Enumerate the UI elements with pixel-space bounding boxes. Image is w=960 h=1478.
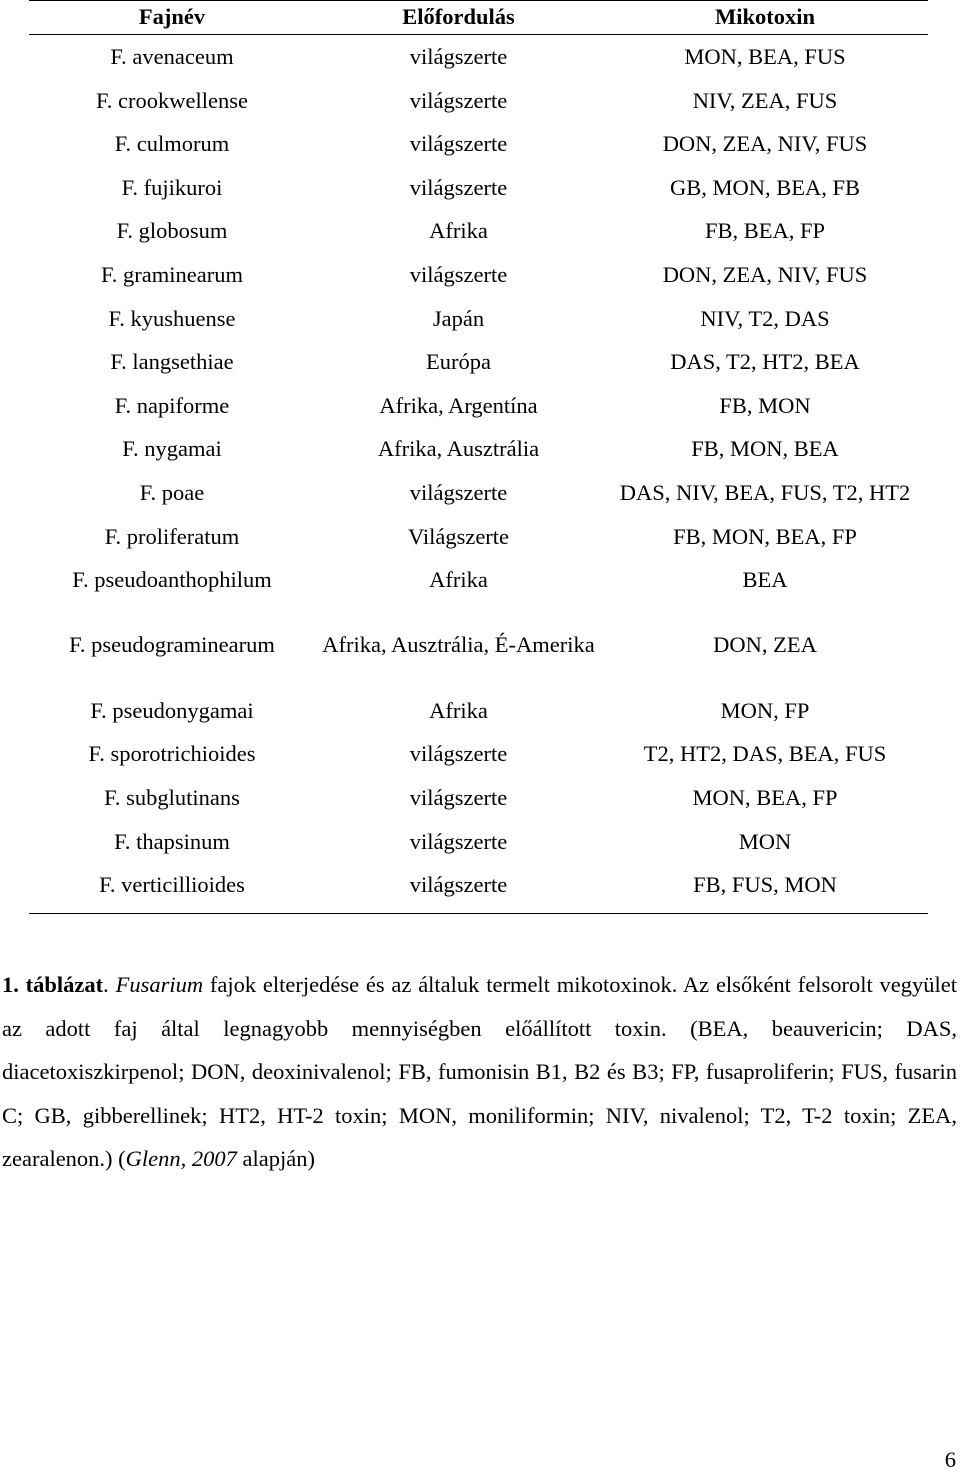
table-row	[29, 384, 928, 428]
species-cell: F. nygamai	[122, 436, 222, 462]
mycotoxin-cell: DAS, NIV, BEA, FUS, T2, HT2	[619, 479, 911, 505]
mycotoxin-cell: FB, MON	[719, 392, 811, 418]
occurrence-cell: világszerte	[409, 261, 508, 287]
occurrence-cell: Világszerte	[407, 523, 510, 549]
table-row	[29, 689, 928, 733]
species-cell: F. napiforme	[114, 392, 230, 418]
table-row	[29, 79, 928, 123]
mycotoxin-cell: NIV, T2, DAS	[700, 305, 830, 331]
occurrence-cell: világszerte	[409, 828, 508, 854]
species-cell: F. sporotrichioides	[88, 741, 256, 767]
caption-text: fajok elterjedése és az általuk termelt mikotoxinok. Az elsőként felsorolt vegyület az adott faj által legnagyobb mennyiségben előállított toxin. (BEA, beauvericin; DAS, diacetoxiszkirpenol; DON, deoxinivalenol; FB, fumonisin B1, B2 és B3; FP, fusaproliferin; FUS, fusarin C; GB, gibberellinek; HT2, HT-2 toxin; MON, moniliformin; NIV, nivalenol; T2, T-2 toxin; ZEA, zearalenon.) (	[2, 972, 957, 1172]
mycotoxin-cell: BEA	[742, 567, 788, 593]
table-row	[29, 166, 928, 210]
mycotoxin-cell: DON, ZEA, NIV, FUS	[662, 131, 868, 157]
table-row	[29, 427, 928, 471]
mycotoxin-cell: MON, BEA, FUS	[684, 44, 846, 69]
occurrence-cell: világszerte	[409, 87, 508, 113]
species-cell: F. crookwellense	[96, 87, 248, 113]
table-row	[29, 35, 928, 79]
table-row	[29, 776, 928, 820]
occurrence-cell: Afrika, Argentína	[379, 392, 538, 418]
mycotoxin-cell: DAS, T2, HT2, BEA	[670, 349, 860, 375]
occurrence-cell: Japán	[432, 305, 485, 331]
table-row	[29, 515, 928, 559]
page-number: 6	[944, 1447, 956, 1472]
species-cell: F. pseudoanthophilum	[72, 567, 272, 593]
mycotoxin-cell: GB, MON, BEA, FB	[669, 174, 861, 200]
species-cell: F. fujikuroi	[121, 174, 223, 200]
table-row	[29, 820, 928, 864]
occurrence-cell: világszerte	[409, 479, 508, 505]
mycotoxin-cell: FB, MON, BEA, FP	[673, 523, 857, 549]
species-cell: F. pseudograminearum	[69, 632, 275, 658]
table-row	[29, 558, 928, 602]
occurrence-cell: Afrika	[429, 567, 488, 593]
header-occurrence: Előfordulás	[315, 1, 602, 35]
header-species: Fajnév	[29, 1, 315, 35]
occurrence-cell: világszerte	[409, 44, 508, 69]
table-row	[29, 732, 928, 776]
table-row	[29, 122, 928, 166]
caption-genus: Fusarium	[115, 972, 204, 997]
caption-citation: Glenn, 2007	[125, 1146, 237, 1172]
species-cell: F. proliferatum	[104, 523, 240, 549]
species-cell: F. subglutinans	[104, 784, 240, 810]
occurrence-cell: Európa	[426, 349, 491, 375]
table-row	[29, 471, 928, 515]
occurrence-cell: világszerte	[409, 174, 508, 200]
caption-label: 1. táblázat	[2, 972, 104, 997]
species-cell: F. culmorum	[114, 131, 230, 157]
table-row	[29, 297, 928, 341]
occurrence-cell: világszerte	[409, 131, 508, 157]
fusarium-mycotoxin-table	[29, 0, 928, 914]
species-cell: F. poae	[139, 479, 205, 505]
table-row	[29, 602, 928, 689]
species-cell: F. graminearum	[101, 261, 243, 287]
mycotoxin-cell: DON, ZEA	[713, 632, 817, 658]
mycotoxin-cell: MON	[738, 828, 792, 854]
species-cell: F. avenaceum	[110, 44, 234, 69]
occurrence-cell: Afrika, Ausztrália, É-Amerika	[322, 632, 595, 658]
mycotoxin-cell: FB, FUS, MON	[602, 863, 928, 914]
occurrence-cell: Afrika	[429, 697, 488, 723]
species-cell: F. globosum	[116, 218, 228, 244]
occurrence-cell: világszerte	[409, 741, 508, 767]
occurrence-cell: világszerte	[409, 784, 508, 810]
mycotoxin-cell: FB, BEA, FP	[704, 218, 826, 244]
header-mycotoxin: Mikotoxin	[602, 1, 928, 35]
table-row	[29, 340, 928, 384]
table-header-row	[29, 1, 928, 35]
caption-text-end: alapján)	[236, 1146, 316, 1172]
mycotoxin-cell: MON, BEA, FP	[692, 784, 838, 810]
occurrence-cell: világszerte	[315, 863, 602, 914]
species-cell: F. langsethiae	[110, 349, 234, 375]
table-caption	[2, 963, 957, 1181]
species-cell: F. verticillioides	[29, 863, 315, 914]
caption-label-punct: .	[103, 972, 116, 997]
occurrence-cell: Afrika	[429, 218, 488, 244]
mycotoxin-cell: NIV, ZEA, FUS	[692, 87, 838, 113]
table-row	[29, 209, 928, 253]
species-cell: F. thapsinum	[114, 828, 230, 854]
table-row	[29, 253, 928, 297]
mycotoxin-cell: MON, FP	[720, 697, 810, 723]
mycotoxin-cell: T2, HT2, DAS, BEA, FUS	[643, 741, 887, 767]
mycotoxin-cell: DON, ZEA, NIV, FUS	[662, 261, 868, 287]
table-row	[29, 863, 928, 914]
species-cell: F. pseudonygamai	[90, 697, 254, 723]
mycotoxin-cell: FB, MON, BEA	[691, 436, 839, 462]
species-cell: F. kyushuense	[108, 305, 236, 331]
occurrence-cell: Afrika, Ausztrália	[377, 436, 540, 462]
